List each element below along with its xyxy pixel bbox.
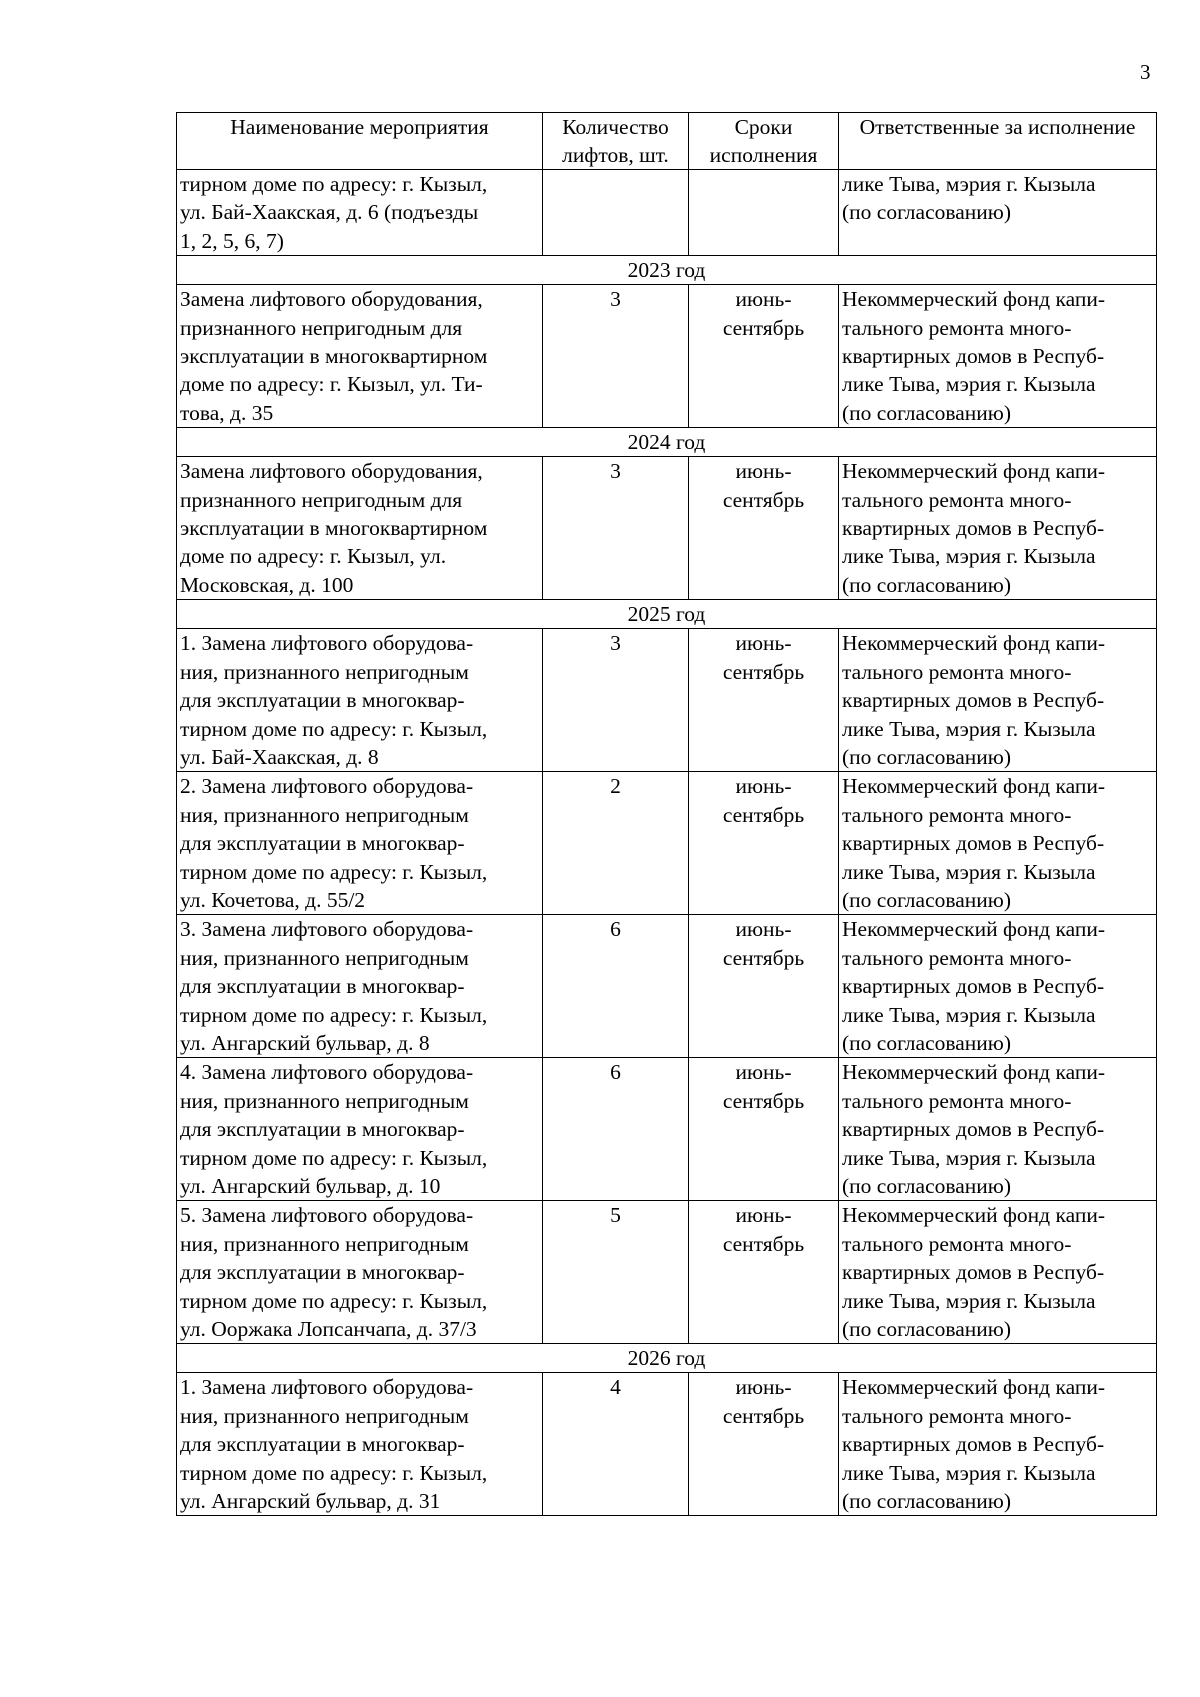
table-row <box>177 629 1157 772</box>
year-label: 2025 год <box>177 600 1157 629</box>
cell-resp: Некоммерческий фонд капи- тального ремонта много- квартирных домов в Респуб- лике Тыва, мэрия г. Кызыла (по согласованию) <box>839 1201 1157 1344</box>
cell-resp: Некоммерческий фонд капи- тального ремонта много- квартирных домов в Респуб- лике Тыва, мэрия г. Кызыла (по согласованию) <box>839 457 1157 600</box>
year-row <box>177 600 1157 629</box>
cell-term <box>689 170 839 256</box>
year-row <box>177 1344 1157 1373</box>
table-row <box>177 915 1157 1058</box>
table-row <box>177 772 1157 915</box>
table-row <box>177 285 1157 428</box>
table-row <box>177 1373 1157 1516</box>
cell-name: тирном доме по адресу: г. Кызыл, ул. Бай-Хаакская, д. 6 (подъезды 1, 2, 5, 6, 7) <box>177 170 543 256</box>
header-resp: Ответственные за исполнение <box>839 113 1157 170</box>
cell-term: июнь- сентябрь <box>689 915 839 1058</box>
cell-qty: 3 <box>543 629 689 772</box>
cell-qty: 4 <box>543 1373 689 1516</box>
cell-name: 3. Замена лифтового оборудова- ния, признанного непригодным для эксплуатации в многоквар- тирном доме по адресу: г. Кызыл, ул. Ангарский бульвар, д. 8 <box>177 915 543 1058</box>
table-row <box>177 457 1157 600</box>
cell-term: июнь- сентябрь <box>689 457 839 600</box>
year-label: 2026 год <box>177 1344 1157 1373</box>
cell-term: июнь- сентябрь <box>689 1373 839 1516</box>
cell-qty: 2 <box>543 772 689 915</box>
cell-qty: 3 <box>543 457 689 600</box>
cell-name: 2. Замена лифтового оборудова- ния, признанного непригодным для эксплуатации в многоквар- тирном доме по адресу: г. Кызыл, ул. Кочетова, д. 55/2 <box>177 772 543 915</box>
cell-term: июнь- сентябрь <box>689 285 839 428</box>
cell-resp: Некоммерческий фонд капи- тального ремонта много- квартирных домов в Респуб- лике Тыва, мэрия г. Кызыла (по согласованию) <box>839 1058 1157 1201</box>
cell-qty: 6 <box>543 915 689 1058</box>
cell-name: 1. Замена лифтового оборудова- ния, признанного непригодным для эксплуатации в многоквар- тирном доме по адресу: г. Кызыл, ул. Бай-Хаакская, д. 8 <box>177 629 543 772</box>
cell-qty: 5 <box>543 1201 689 1344</box>
header-name: Наименование мероприятия <box>177 113 543 170</box>
cell-resp: Некоммерческий фонд капи- тального ремонта много- квартирных домов в Респуб- лике Тыва, мэрия г. Кызыла (по согласованию) <box>839 629 1157 772</box>
year-row <box>177 428 1157 457</box>
table-row <box>177 1201 1157 1344</box>
table-row <box>177 1058 1157 1201</box>
page-number: 3 <box>1140 60 1151 84</box>
cell-name: Замена лифтового оборудования, признанного непригодным для эксплуатации в многоквартирном доме по адресу: г. Кызыл, ул. Московская, д. 100 <box>177 457 543 600</box>
table-header-row <box>177 113 1157 170</box>
cell-name: Замена лифтового оборудования, признанного непригодным для эксплуатации в многоквартирном доме по адресу: г. Кызыл, ул. Ти- това, д. 35 <box>177 285 543 428</box>
cell-resp: Некоммерческий фонд капи- тального ремонта много- квартирных домов в Респуб- лике Тыва, мэрия г. Кызыла (по согласованию) <box>839 1373 1157 1516</box>
lift-replacement-table <box>176 112 1157 1516</box>
header-qty: Количество лифтов, шт. <box>543 113 689 170</box>
cell-qty: 3 <box>543 285 689 428</box>
cell-resp: лике Тыва, мэрия г. Кызыла (по согласованию) <box>839 170 1157 256</box>
cell-qty: 6 <box>543 1058 689 1201</box>
cell-name: 5. Замена лифтового оборудова- ния, признанного непригодным для эксплуатации в многоквар- тирном доме по адресу: г. Кызыл, ул. Ооржака Лопсанчапа, д. 37/3 <box>177 1201 543 1344</box>
year-row <box>177 256 1157 285</box>
header-term: Сроки исполнения <box>689 113 839 170</box>
cell-term: июнь- сентябрь <box>689 1058 839 1201</box>
year-label: 2024 год <box>177 428 1157 457</box>
year-label: 2023 год <box>177 256 1157 285</box>
cell-qty <box>543 170 689 256</box>
cell-name: 1. Замена лифтового оборудова- ния, признанного непригодным для эксплуатации в многоквар- тирном доме по адресу: г. Кызыл, ул. Ангарский бульвар, д. 31 <box>177 1373 543 1516</box>
cell-name: 4. Замена лифтового оборудова- ния, признанного непригодным для эксплуатации в многоквар- тирном доме по адресу: г. Кызыл, ул. Ангарский бульвар, д. 10 <box>177 1058 543 1201</box>
table-row <box>177 170 1157 256</box>
cell-term: июнь- сентябрь <box>689 629 839 772</box>
cell-resp: Некоммерческий фонд капи- тального ремонта много- квартирных домов в Респуб- лике Тыва, мэрия г. Кызыла (по согласованию) <box>839 285 1157 428</box>
cell-term: июнь- сентябрь <box>689 772 839 915</box>
cell-resp: Некоммерческий фонд капи- тального ремонта много- квартирных домов в Респуб- лике Тыва, мэрия г. Кызыла (по согласованию) <box>839 772 1157 915</box>
cell-term: июнь- сентябрь <box>689 1201 839 1344</box>
cell-resp: Некоммерческий фонд капи- тального ремонта много- квартирных домов в Респуб- лике Тыва, мэрия г. Кызыла (по согласованию) <box>839 915 1157 1058</box>
